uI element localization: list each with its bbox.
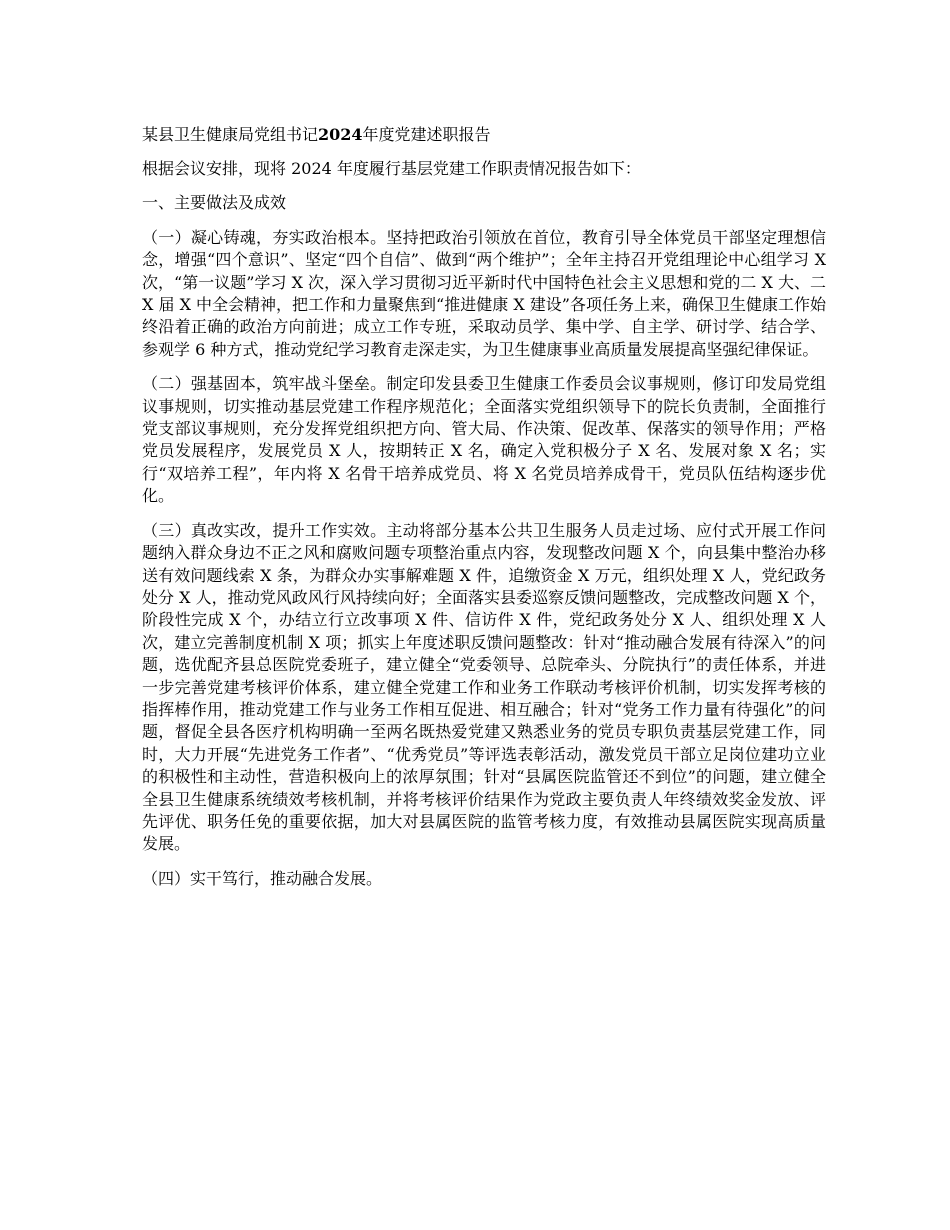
title-suffix: 年度党建述职报告 (362, 125, 491, 144)
paragraph-rectification: （三）真改实改，提升工作实效。主动将部分基本公共卫生服务人员走过场、应付式开展工作问题纳入群众身边不正之风和腐败问题专项整治重点内容，发现整改问题 X 个，向县集中整治办移送有效问题线索 X 条，为群众办实事解难题 X 件，追缴资金 X 万元，组织处理 X 人，党纪政务处分 X 人，推动党风政风行风持续向好；全面落实县委巡察反馈问题整改，完成整改问题 X 个，阶段性完成 X 个，办结立行立改事项 X 件、信访件 X 件，党纪政务处分 X 人、组织处理 X 人次，建立完善制度机制 X 项；抓实上年度述职反馈问题整改：针对“推动融合发展有待深入”的问题，选优配齐县总医院党委班子，建立健全“党委领导、总院牵头、分院执行”的责任体系，并进一步完善党建考核评价体系，建立健全党建工作和业务工作联动考核评价机制，切实发挥考核的指挥棒作用，推动党建工作与业务工作相互促进、相互融合；针对“党务工作力量有待强化”的问题，督促全县各医疗机构明确一至两名既热爱党建又熟悉业务的党员专职负责基层党建工作，同时，大力开展“先进党务工作者”、“优秀党员”等评选表彰活动，激发党员干部立足岗位建功立业的积极性和主动性，营造积极向上的浓厚氛围；针对“县属医院监管还不到位”的问题，建立健全全县卫生健康系统绩效考核机制，并将考核评价结果作为党政主要负责人年终绩效奖金发放、评先评优、职务任免的重要依据，加大对县属医院的监管考核力度，有效推动县属医院实现高质量发展。 (142, 520, 826, 854)
paragraph-grassroots-base: （二）强基固本，筑牢战斗堡垒。制定印发县委卫生健康工作委员会议事规则，修订印发局党组议事规则，切实推动基层党建工作程序规范化；全面落实党组织领导下的院长负责制，全面推行党支部议事规则，充分发挥党组织把方向、管大局、作决策、促改革、保落实的领导作用；严格党员发展程序，发展党员 X 人，按期转正 X 名，确定入党积极分子 X 名、发展对象 X 名；实行“双培养工程”，年内将 X 名骨干培养成党员、将 X 名党员培养成骨干，党员队伍结构逐步优化。 (142, 374, 826, 506)
document-title (142, 124, 826, 146)
section-heading: 一、主要做法及成效 (142, 193, 287, 213)
paragraph-political-foundation: （一）凝心铸魂，夯实政治根本。坚持把政治引领放在首位，教育引导全体党员干部坚定理想信念，增强“四个意识”、坚定“四个自信”、做到“两个维护”；全年主持召开党组理论中心组学习 X 次，“第一议题”学习 X 次，深入学习贯彻习近平新时代中国特色社会主义思想和党的二 X 大、二 X 届 X 中全会精神，把工作和力量聚焦到“推进健康 X 建设”各项任务上来，确保卫生健康工作始终沿着正确的政治方向前进；成立工作专班，采取动员学、集中学、自主学、研讨学、结合学、参观学 6 种方式，推动党纪学习教育走深走实，为卫生健康事业高质量发展提高坚强纪律保证。 (142, 227, 826, 359)
title-prefix: 某县卫生健康局党组书记 (142, 125, 319, 144)
title-year: 2024 (318, 125, 363, 144)
paragraph-integration: （四）实干笃行，推动融合发展。 (142, 868, 383, 888)
intro-paragraph: 根据会议安排，现将 2024 年度履行基层党建工作职责情况报告如下： (142, 159, 641, 178)
document-page (142, 124, 826, 902)
